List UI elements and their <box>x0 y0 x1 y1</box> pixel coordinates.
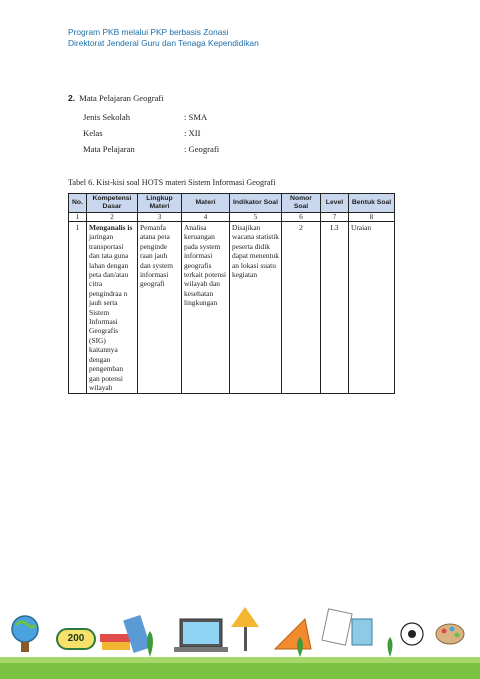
info-label: Jenis Sekolah <box>83 112 131 122</box>
col-header-nomor-soal: Nomor Soal <box>282 194 321 213</box>
cell-kompetensi-dasar <box>87 222 138 394</box>
cell-indikator-soal: Disajikan wacana statistik peserta didik dapat menentuk an lokasi suatu kegiatan <box>230 222 282 394</box>
cell-no: 1 <box>69 222 87 394</box>
cell-level: L3 <box>321 222 349 394</box>
kisi-kisi-table <box>68 193 395 394</box>
table-header-row <box>69 194 395 213</box>
section-title: Mata Pelajaran Geografi <box>79 93 164 103</box>
table-row <box>69 222 395 394</box>
kd-text: jaringan transportasi dan tata guna lahan dengan peta dan/atau citra pengindraa n jauh serta Sistem Informasi Geografis (SIG) kaitannya dengan pengemban gan potensi wilayah <box>89 232 129 392</box>
header-directorate: Direktorat Jenderal Guru dan Tenaga Kependidikan <box>68 38 259 48</box>
info-row-mata-pelajaran <box>83 144 220 154</box>
section-heading <box>68 93 164 103</box>
table-caption: Tabel 6. Kisi-kisi soal HOTS materi Sistem Informasi Geografi <box>68 178 276 187</box>
cell-bentuk-soal: Uraian <box>349 222 395 394</box>
header-program-title: Program PKB melalui PKP berbasis Zonasi <box>68 27 229 37</box>
col-number: 3 <box>138 213 182 222</box>
col-header-level: Level <box>321 194 349 213</box>
col-number: 5 <box>230 213 282 222</box>
col-header-lingkup-materi: Lingkup Materi <box>138 194 182 213</box>
page-number-badge: 200 <box>56 628 96 650</box>
section-number: 2. <box>68 93 76 103</box>
col-header-no: No. <box>69 194 87 213</box>
kd-bold-text: Menganalis is <box>89 223 133 232</box>
col-number: 7 <box>321 213 349 222</box>
cell-nomor-soal: 2 <box>282 222 321 394</box>
info-value: : XII <box>184 128 201 138</box>
col-header-materi: Materi <box>182 194 230 213</box>
col-header-bentuk-soal: Bentuk Soal <box>349 194 395 213</box>
col-header-indikator-soal: Indikator Soal <box>230 194 282 213</box>
cell-lingkup-materi: Pemanfa atana peta penginde raan jauh dan system informasi geografi <box>138 222 182 394</box>
col-number: 6 <box>282 213 321 222</box>
info-label: Kelas <box>83 128 103 138</box>
col-number: 1 <box>69 213 87 222</box>
info-value: : SMA <box>184 112 208 122</box>
info-label: Mata Pelajaran <box>83 144 135 154</box>
col-header-kompetensi-dasar: Kompetensi Dasar <box>87 194 138 213</box>
col-number: 2 <box>87 213 138 222</box>
info-value: : Geografi <box>184 144 220 154</box>
info-row-jenis-sekolah <box>83 112 208 122</box>
table-number-row <box>69 213 395 222</box>
col-number: 4 <box>182 213 230 222</box>
col-number: 8 <box>349 213 395 222</box>
info-row-kelas <box>83 128 201 138</box>
cell-materi: Analisa keruangan pada system informasi geografis terkait potensi wilayah dan kesehatan lingkungan <box>182 222 230 394</box>
grass-strip <box>0 663 480 679</box>
